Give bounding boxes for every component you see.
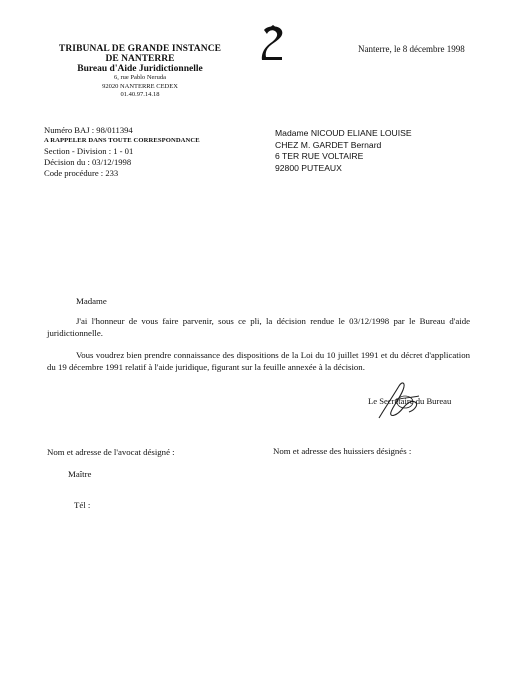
recipient-line2: CHEZ M. GARDET Bernard (275, 139, 382, 150)
bureau-name: Bureau d'Aide Juridictionnelle (77, 64, 203, 74)
decision-date: Décision du : 03/12/1998 (44, 157, 132, 168)
court-phone: 01.40.97.14.18 (120, 91, 160, 98)
maitre-label: Maître (68, 469, 92, 479)
a-rappeler-notice: A RAPPELER DANS TOUTE CORRESPONDANCE (44, 136, 200, 144)
court-name-line1: TRIBUNAL DE GRANDE INSTANCE (58, 44, 222, 54)
code-procedure: Code procédure : 233 (44, 167, 119, 178)
recipient-line4: 92800 PUTEAUX (275, 162, 342, 173)
section-division: Section - Division : 1 - 01 (44, 146, 134, 157)
avocat-label: Nom et adresse de l'avocat désigné : (47, 447, 175, 457)
paragraph-1: J'ai l'honneur de vous faire parvenir, sous ce pli, la décision rendue le 03/12/1998 par le Bureau d'aide juridictionnelle. (47, 316, 470, 338)
court-street: 6, rue Pablo Neruda (114, 74, 166, 81)
tel-label: Tél : (74, 500, 91, 510)
letter-date: Nanterre, le 8 décembre 1998 (358, 44, 465, 54)
court-logo-icon (258, 24, 288, 62)
court-header (40, 44, 240, 100)
court-name-line2: DE NANTERRE (105, 54, 175, 64)
signature-label: Le Secrétaire du Bureau (368, 396, 452, 406)
court-city: 92020 NANTERRE CEDEX (102, 82, 178, 90)
huissiers-label: Nom et adresse des huissiers désignés : (273, 446, 412, 456)
reference-block (44, 125, 200, 179)
paragraph-2: Vous voudrez bien prendre connaissance des dispositions de la Loi du 10 juillet 1991 et du décret d'application du 19 décembre 1991 relatif à l'aide juridique, figurant sur la feuille annexée à la décision. (47, 350, 470, 372)
recipient-line3: 6 TER RUE VOLTAIRE (275, 151, 364, 162)
recipient-address (275, 128, 412, 174)
recipient-line1: Madame NICOUD ELIANE LOUISE (275, 128, 412, 138)
numero-baj: Numéro BAJ : 98/011394 (44, 125, 133, 135)
salutation: Madame (76, 296, 107, 306)
